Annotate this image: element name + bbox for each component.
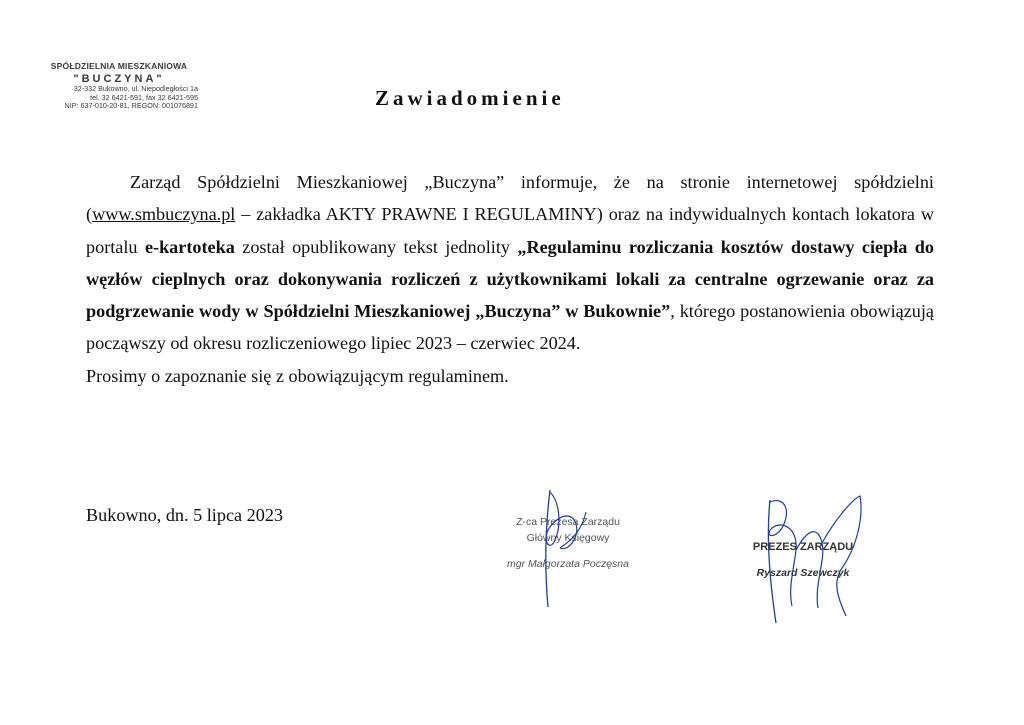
request-paragraph: Prosimy o zapoznanie się z obowiązującym regulaminem. [86, 365, 509, 386]
deputy-name: mgr Małgorzata Poczęsna [507, 558, 629, 570]
website-link[interactable]: www.smbuczyna.pl [92, 204, 236, 225]
stamp-name: "BUCZYNA" [73, 72, 165, 85]
paragraph-end: , którego postanowienia obowiązują począwszy od okresu rozliczeniowego lipiec 2023 – czerwiec 2024. [86, 301, 935, 354]
document-body [86, 166, 934, 392]
president-name: Ryszard Szewczyk [756, 567, 850, 579]
stamp-ids: NIP: 637-010-20-81, REGON: 001076891 [64, 100, 198, 110]
paragraph-mid: – zakładka AKTY PRAWNE I REGULAMINY) oraz na indywidualnych kontach lokatora w portalu [86, 204, 934, 257]
document-title: Zawiadomienie [375, 86, 565, 110]
stamp-address: 32-332 Bukowno, ul. Niepodległości 1a [73, 84, 198, 94]
stamp-phone: tel. 32 6421-591, fax 32 6421-595 [90, 92, 198, 102]
deputy-role: Z-ca Prezesa Zarządu [516, 516, 620, 528]
stamp-org: SPÓŁDZIELNIA MIESZKANIOWA [50, 61, 188, 71]
cooperative-stamp [34, 62, 204, 110]
handwritten-signature-deputy [520, 482, 600, 612]
portal-name: e-kartoteka [144, 236, 235, 257]
paragraph-mid2: został opublikowany tekst jednolity [234, 236, 518, 257]
place-date: Bukowno, dn. 5 lipca 2023 [86, 505, 284, 525]
regulation-title: „Regulaminu rozliczania kosztów dostawy ciepła do węzłów cieplnych oraz dokonywania rozliczeń z użytkownikami lokali za centralne ogrzewanie oraz za podgrzewanie wody w Spółdzielni Mieszkaniowej „Buczyna” w Bukownie” [86, 236, 934, 322]
president-role: PREZES ZARZĄDU [752, 541, 854, 553]
paragraph-start: Zarząd Spółdzielni Mieszkaniowej „Buczyna” informuje, że na stronie internetowej spółdzielni ( [86, 172, 934, 225]
deputy-role-accountant: Główny Księgowy [526, 532, 610, 544]
notice-paragraph [86, 166, 934, 360]
handwritten-signature-president [752, 488, 882, 628]
